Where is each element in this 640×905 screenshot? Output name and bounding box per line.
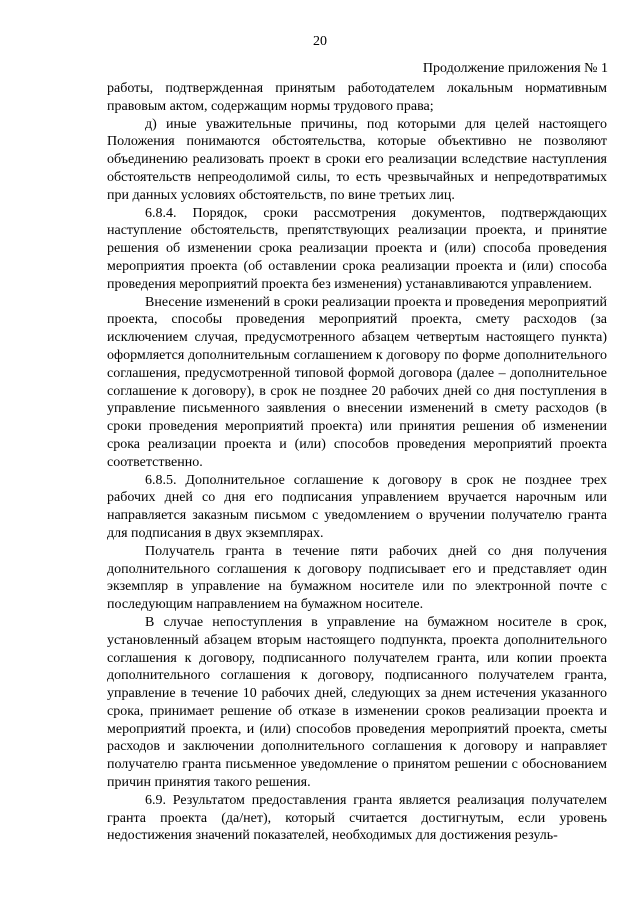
document-body: [107, 80, 607, 845]
paragraph-6-8-5: 6.8.5. Дополнительное соглашение к договору в срок не позднее трех рабочих дней со дня его подписания управлением вручается нарочным или направляется заказным письмом с уведомлением о вручении получателю гранта для подписания в двух экземплярах.: [107, 472, 607, 541]
paragraph-non-receipt-refusal: В случае непоступления в управление на бумажном носителе в срок, установленный абзацем вторым настоящего подпункта, проекта дополнительного соглашения к договору, подписанного получателем гранта, или копии проекта дополнительного соглашения к договору, подписанного получателем гранта, управление в течение 10 рабочих дней, следующих за днем истечения указанного срока, принимает решение об отказе в изменении сроков реализации проекта и мероприятий проекта, и (или) способов проведения мероприятий проекта, сметы расходов и заключении дополнительного соглашения к договору и направляет получателю гранта письменное уведомление о принятом решении с обоснованием причин принятия такого решения.: [107, 614, 607, 791]
paragraph-grant-recipient-signing: Получатель гранта в течение пяти рабочих дней со дня получения дополнительного соглашения к договору подписывает его и представляет один экземпляр в управление на бумажном носителе или по электронной почте с последующим направлением на бумажном носителе.: [107, 543, 607, 613]
appendix-continuation-label: Продолжение приложения № 1: [422, 61, 608, 76]
paragraph-6-9: 6.9. Результатом предоставления гранта является реализация получателем гранта проекта (да/нет), который считается достигнутым, если уровень недостижения значений показателей, необходимых для достижения резуль-: [107, 792, 607, 844]
paragraph-other-valid-reasons: д) иные уважительные причины, под которыми для целей настоящего Положения понимаются обстоятельства, которые объективно не позволяют объединению реализовать проект в сроки его реализации вследствие наступления обстоятельств непреодолимой силы, то есть чрезвычайных и непредотвратимых при данных условиях обстоятельств, по вине третьих лиц.: [107, 116, 607, 203]
paragraph-6-8-4: 6.8.4. Порядок, сроки рассмотрения документов, подтверждающих наступление обстоятельств, препятствующих реализации проекта, и принятие решения об изменении срока реализации проекта и (или) способа проведения мероприятия проекта (об оставлении срока реализации проекта и (или) способа проведения мероприятий проекта без изменения) устанавливаются управлением.: [107, 205, 607, 292]
paragraph-work-confirmation: работы, подтвержденная принятым работодателем локальным нормативным правовым актом, содержащим нормы трудового права;: [107, 81, 607, 114]
paragraph-changes-procedure: Внесение изменений в сроки реализации проекта и проведения мероприятий проекта, способы проведения мероприятий проекта, смету расходов (за исключением случая, предусмотренного абзацем четвертым настоящего пункта) оформляется дополнительным соглашением к договору по форме дополнительного соглашения, предусмотренной типовой формой договора (далее – дополнительное соглашение к договору), в срок не позднее 20 рабочих дней со дня поступления в управление письменного заявления о внесении изменений в смету расходов (в сроки проведения мероприятий проекта) или принятия решения об изменении срока реализации проекта и (или) способов проведения мероприятий проекта соответственно.: [107, 294, 607, 470]
page-number: 20: [313, 34, 327, 49]
